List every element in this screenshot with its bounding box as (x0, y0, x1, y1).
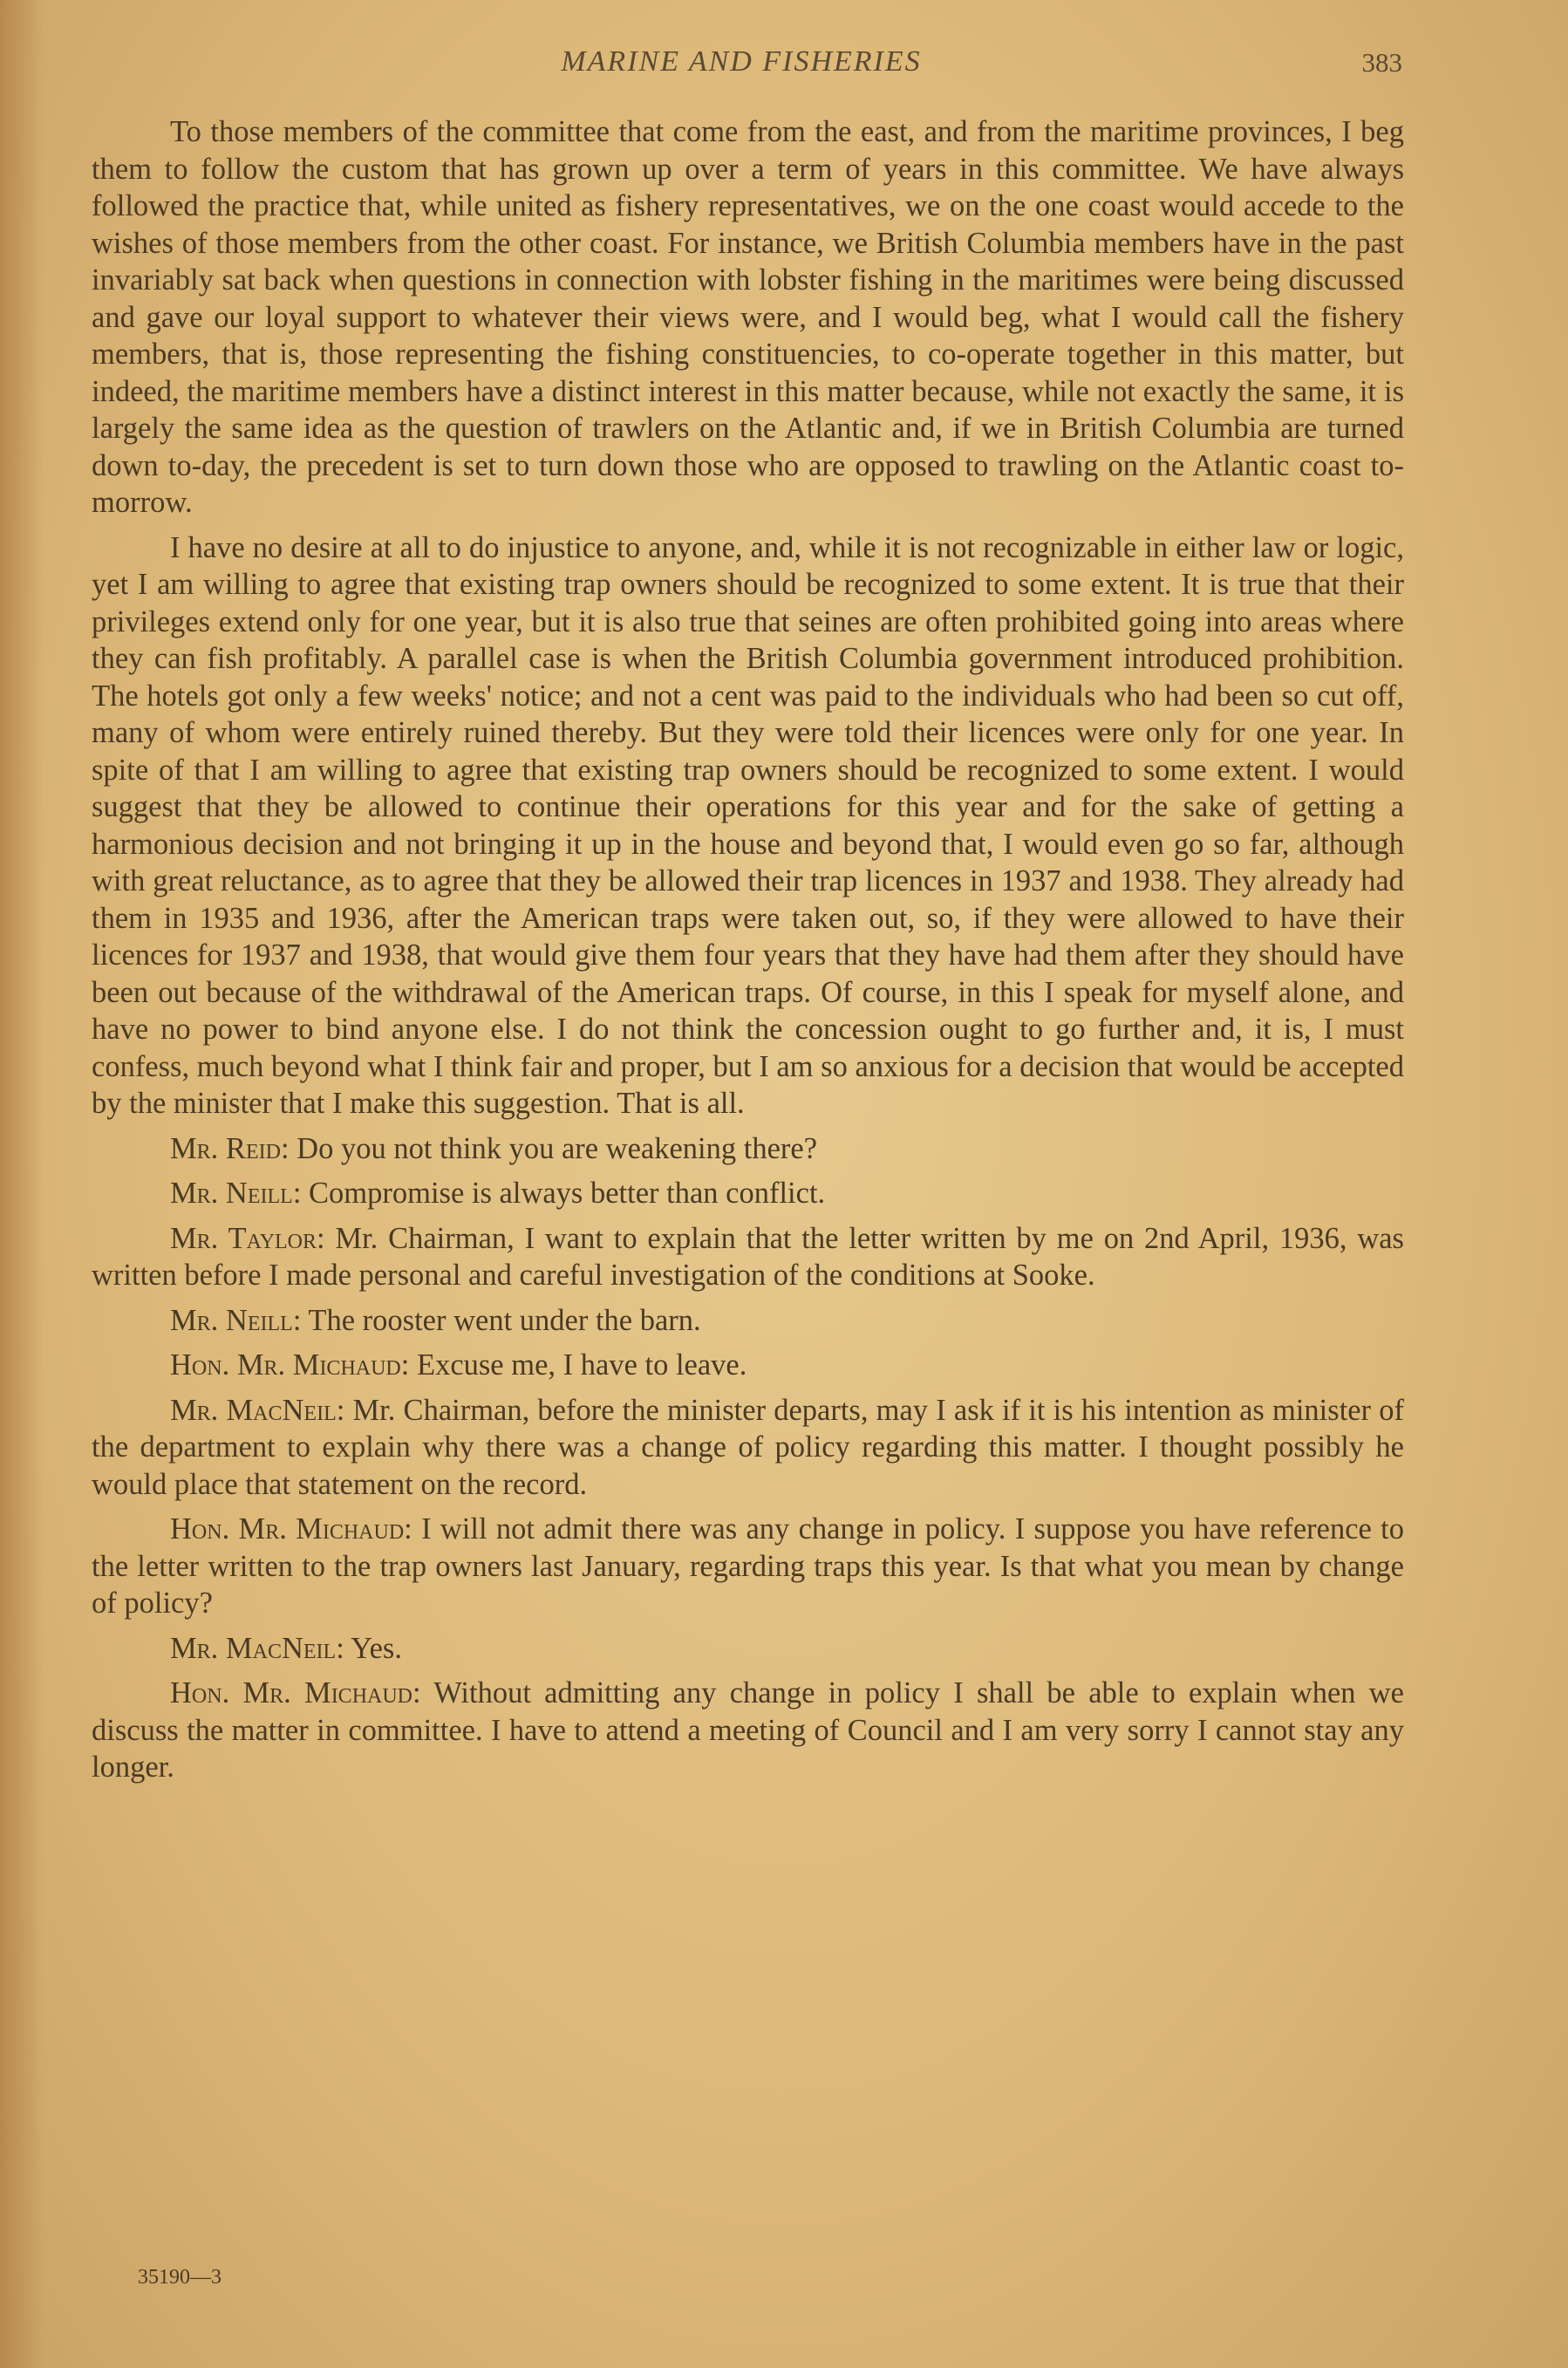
paragraph-text: To those members of the committee that come from the east, and from the maritime provinces, I beg them to follow the custom that has grown up over a term of years in this committee. We have always followed the practice that, while united as fishery representatives, we on the one coast would accede to the wishes of those members from the other coast. For instance, we British Columbia members have in the past invariably sat back when questions in connection with lobster fishing in the maritimes were being discussed and gave our loyal support to whatever their views were, and I would beg, what I would call the fishery members, that is, those representing the fishing constituencies, to co-operate together in this matter, but indeed, the maritime members have a distinct interest in this matter because, while not exactly the same, it is largely the same idea as the question of trawlers on the Atlantic and, if we in British Columbia are turned down to-day, the precedent is set to turn down those who are opposed to trawling on the Atlantic coast to-morrow. (92, 115, 1404, 519)
speech-text: : Mr. Chairman, I want to explain that the letter written by me on 2nd April, 1936, was written before I made personal and careful investigation of the conditions at Sooke. (92, 1221, 1404, 1292)
speech-paragraph (92, 1392, 1404, 1504)
speech-paragraph (92, 1675, 1404, 1786)
page-number: 383 (1361, 47, 1402, 78)
speaker-name: Hon. Mr. Michaud (170, 1512, 405, 1546)
paragraph (92, 529, 1404, 1123)
speaker-name: Mr. Taylor (170, 1221, 317, 1255)
speech-paragraph (92, 1220, 1404, 1294)
speech-text: : Yes. (336, 1631, 402, 1665)
speech-text: : Compromise is always better than conflict. (292, 1177, 826, 1210)
speech-paragraph (92, 1347, 1404, 1384)
speech-text: : Mr. Chairman, before the minister departs, may I ask if it is his intention as minister of the department to explain why there was a change of policy regarding this matter. I thought possibly he would place that statement on the record. (92, 1393, 1404, 1501)
page-body (92, 113, 1404, 1794)
speaker-name: Hon. Mr. Michaud (170, 1348, 401, 1382)
speech-text: : I will not admit there was any change in policy. I suppose you have reference to the letter written to the trap owners last January, regarding traps this year. Is that what you mean by change of policy? (92, 1512, 1404, 1620)
speech-paragraph (92, 1175, 1404, 1212)
speaker-name: Mr. MacNeil (170, 1393, 337, 1427)
page-edge-shadow (0, 0, 44, 2368)
speaker-name: Mr. Reid (170, 1131, 281, 1165)
speech-text: : The rooster went under the barn. (292, 1303, 701, 1337)
paragraph-text: I have no desire at all to do injustice to anyone, and, while it is not recognizable in either law or logic, yet I am willing to agree that existing trap owners should be recognized to some extent. It is true that their privileges extend only for one year, but it is also true that seines are often prohibited going into areas where they can fish profitably. A parallel case is when the British Columbia government introduced prohibition. The hotels got only a few weeks' notice; and not a cent was paid to the individuals who had been so cut off, many of whom were entirely ruined thereby. But they were told their licences were only for one year. In spite of that I am willing to agree that existing trap owners should be recognized to some extent. I would suggest that they be allowed to continue their operations for this year and for the sake of getting a harmonious decision and not bringing it up in the house and beyond that, I would even go so far, although with great reluctance, as to agree that they be allowed their trap licences in 1937 and 1938. They already had them in 1935 and 1936, after the American traps were taken out, so, if they were allowed to have their licences for 1937 and 1938, that would give them four years that they have had them after they should have been out because of the withdrawal of the American traps. Of course, in this I speak for myself alone, and have no power to bind anyone else. I do not think the concession ought to go further and, it is, I must confess, much beyond what I think fair and proper, but I am so anxious for a decision that would be accepted by the minister that I make this suggestion. That is all. (92, 530, 1404, 1120)
speaker-name: Mr. Neill (170, 1177, 293, 1210)
print-code: 35190—3 (138, 2266, 222, 2289)
speech-text: : Without admitting any change in policy I shall be able to explain when we discuss the matter in committee. I have to attend a meeting of Council and I am very sorry I cannot stay any longer. (92, 1676, 1404, 1784)
speaker-name: Mr. Neill (170, 1303, 293, 1337)
speech-text: : Excuse me, I have to leave. (400, 1348, 747, 1382)
speaker-name: Hon. Mr. Michaud (170, 1676, 413, 1709)
speech-paragraph (92, 1511, 1404, 1622)
paragraph (92, 113, 1404, 522)
speech-paragraph (92, 1302, 1404, 1340)
running-title: MARINE AND FISHERIES (561, 45, 922, 78)
speech-text: : Do you not think you are weakening there? (280, 1131, 818, 1165)
speech-paragraph (92, 1630, 1404, 1668)
speaker-name: Mr. MacNeil (170, 1631, 337, 1665)
speech-paragraph (92, 1130, 1404, 1168)
page-header (0, 45, 1568, 89)
